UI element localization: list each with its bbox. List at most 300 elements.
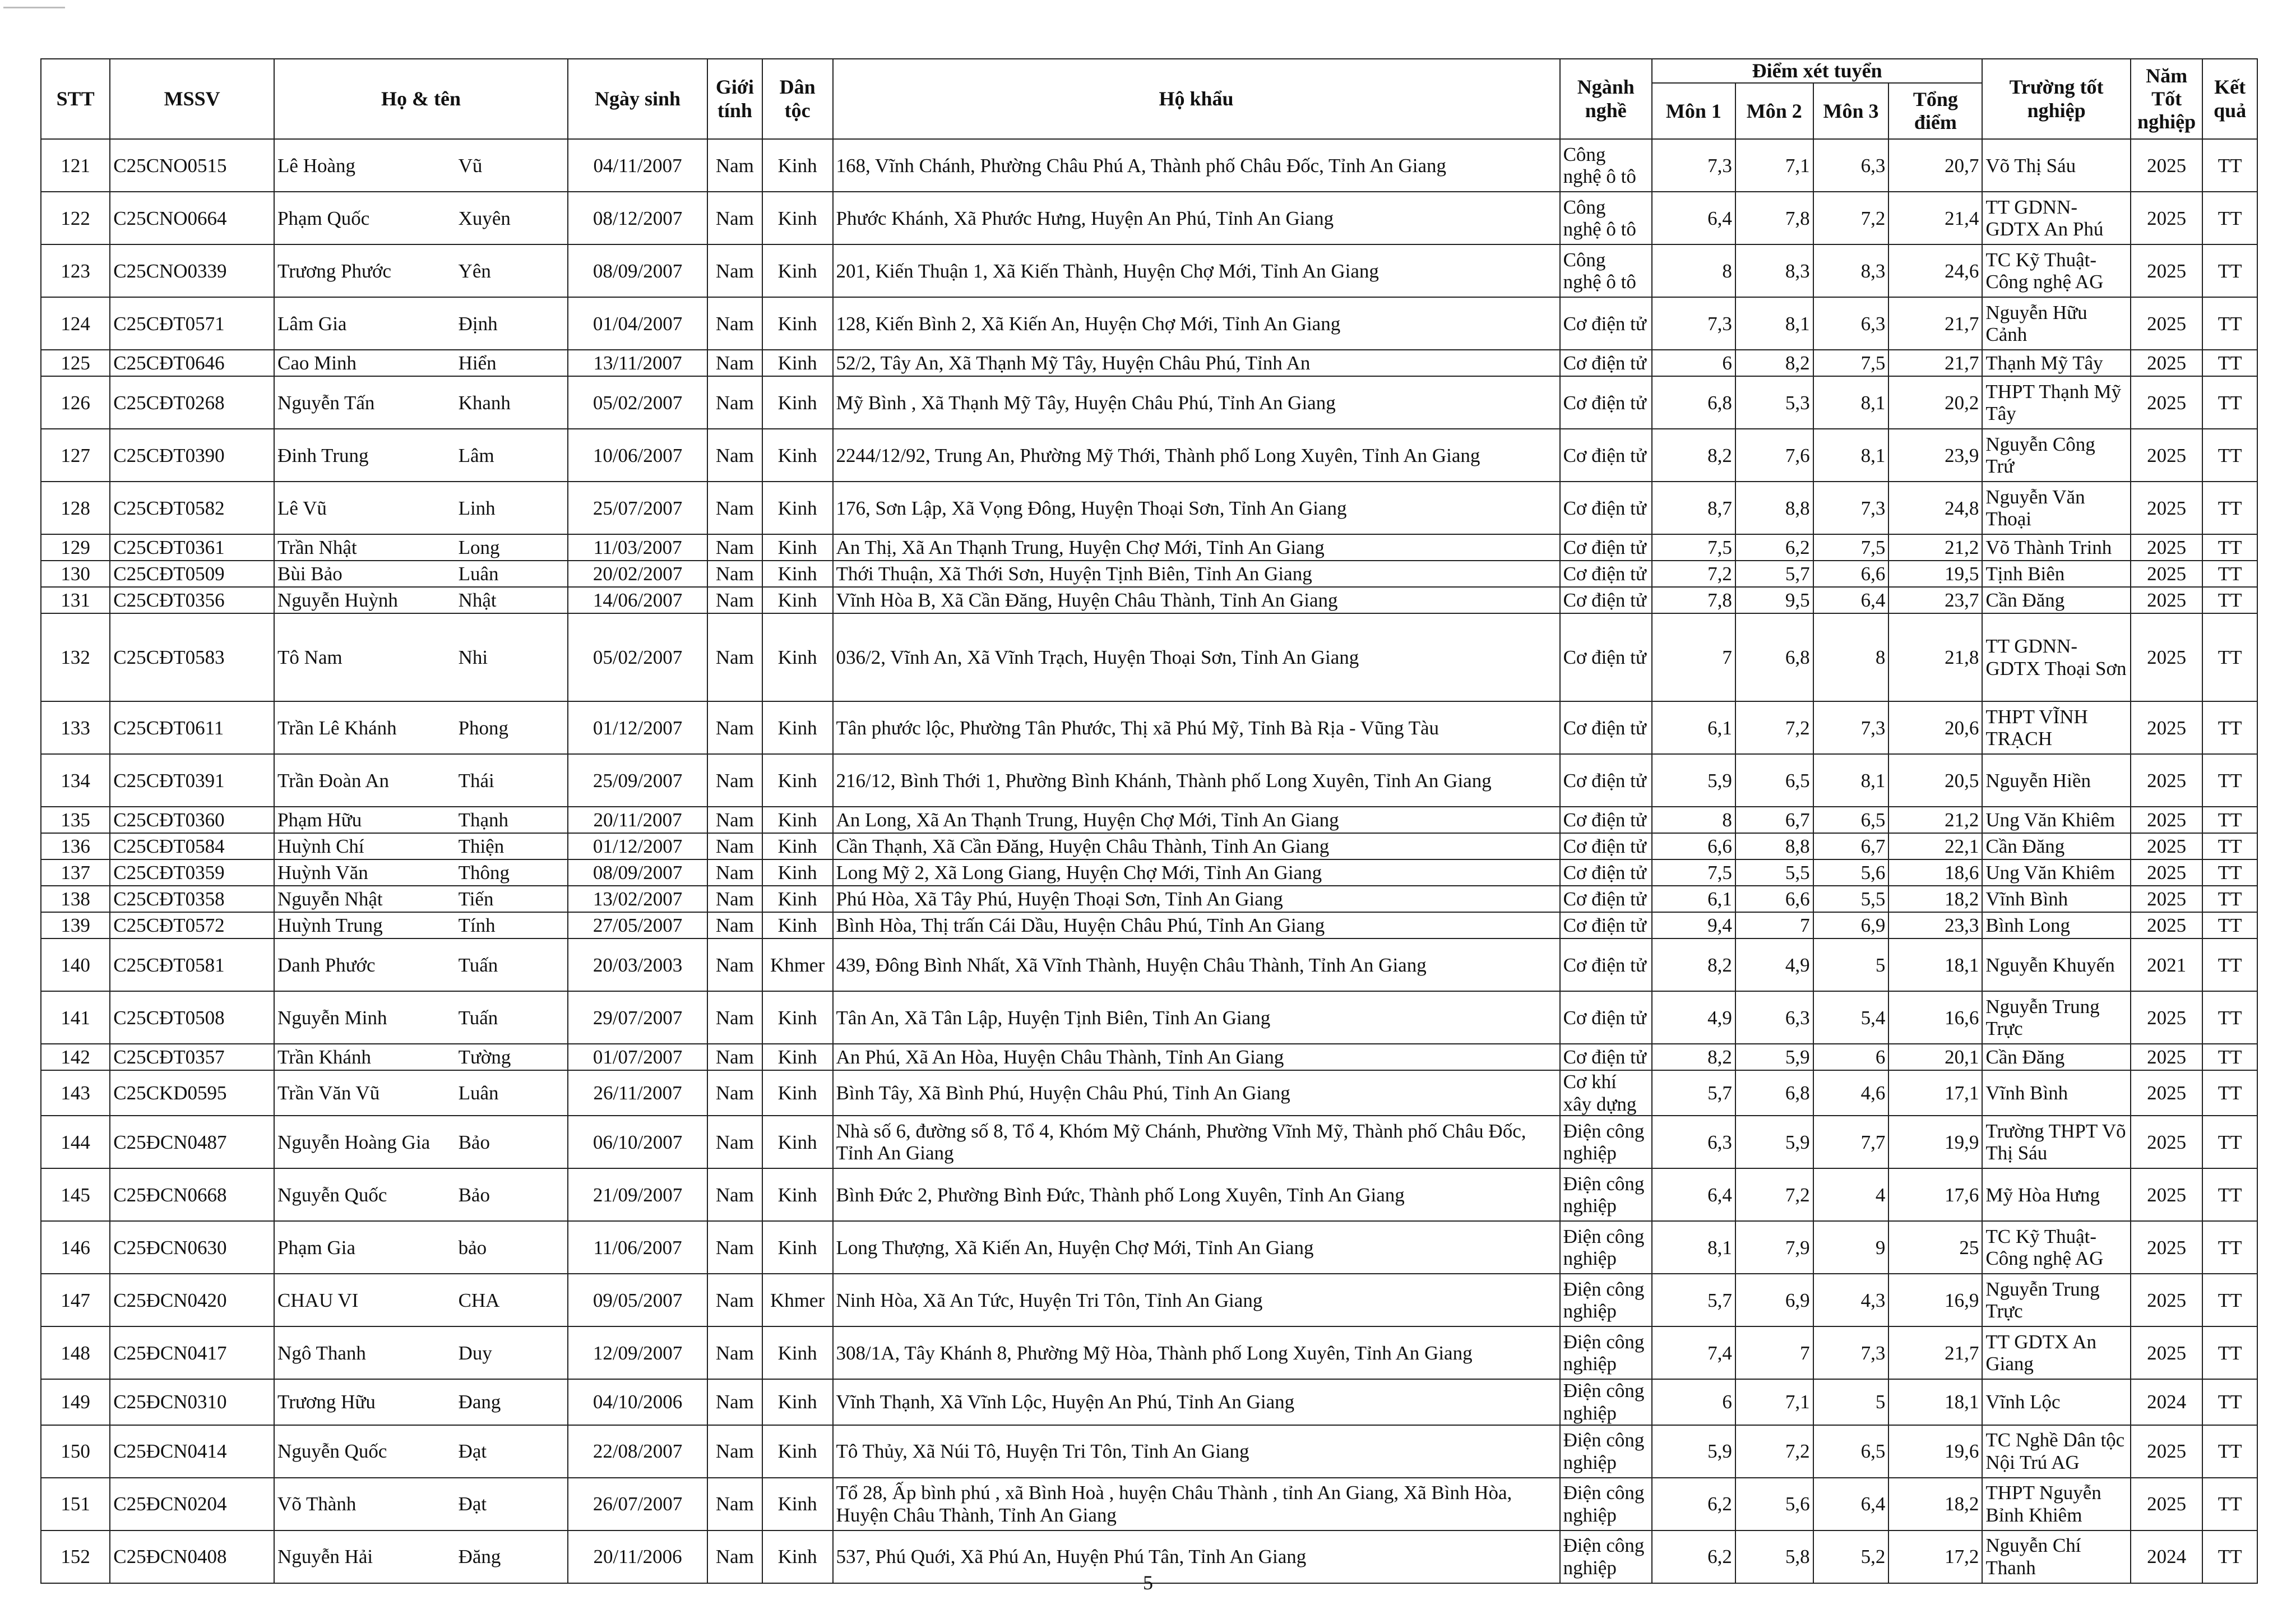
- cell-hk: Phước Khánh, Xã Phước Hưng, Huyện An Phú, Tỉnh An Giang: [833, 192, 1560, 244]
- cell-dt: Kinh: [762, 482, 833, 534]
- cell-m1: 7: [1652, 613, 1735, 701]
- cell-gt: Nam: [707, 1221, 762, 1274]
- cell-td: 20,2: [1888, 376, 1982, 429]
- cell-td: 16,9: [1888, 1274, 1982, 1326]
- cell-gt: Nam: [707, 1044, 762, 1070]
- cell-td: 19,5: [1888, 561, 1982, 587]
- table-row: [41, 1379, 2257, 1425]
- cell-ten: Tuấn: [458, 954, 498, 976]
- cell-hk: Long Mỹ 2, Xã Long Giang, Huyện Chợ Mới, Tỉnh An Giang: [833, 859, 1560, 886]
- cell-m2: 5,9: [1735, 1116, 1813, 1168]
- cell-dt: Khmer: [762, 1274, 833, 1326]
- cell-m3: 7,7: [1813, 1116, 1889, 1168]
- cell-td: 21,7: [1888, 350, 1982, 376]
- cell-td: 24,8: [1888, 482, 1982, 534]
- cell-m3: 6,3: [1813, 297, 1889, 350]
- cell-mssv: C25CNO0339: [110, 244, 274, 297]
- cell-gt: Nam: [707, 429, 762, 482]
- cell-m2: 8,1: [1735, 297, 1813, 350]
- cell-ho-dem: Nguyễn Tấn: [277, 391, 375, 414]
- cell-stt: 152: [41, 1530, 110, 1583]
- cell-m2: 8,3: [1735, 244, 1813, 297]
- cell-stt: 129: [41, 534, 110, 561]
- cell-dob: 20/03/2003: [568, 938, 707, 991]
- cell-mssv: C25ĐCN0310: [110, 1379, 274, 1425]
- cell-stt: 122: [41, 192, 110, 244]
- cell-stt: 132: [41, 613, 110, 701]
- cell-mssv: C25CĐT0584: [110, 833, 274, 859]
- cell-td: 23,9: [1888, 429, 1982, 482]
- cell-td: 16,6: [1888, 991, 1982, 1044]
- page-number: 5: [1143, 1571, 1153, 1594]
- cell-hk: Tân phước lộc, Phường Tân Phước, Thị xã Phú Mỹ, Tỉnh Bà Rịa - Vũng Tàu: [833, 701, 1560, 754]
- cell-m1: 6,6: [1652, 833, 1735, 859]
- cell-td: 21,7: [1888, 297, 1982, 350]
- cell-mssv: C25CĐT0581: [110, 938, 274, 991]
- header-ho-khau: Hộ khẩu: [833, 59, 1560, 139]
- cell-m3: 6,9: [1813, 912, 1889, 938]
- cell-ho-ten: [274, 1379, 568, 1425]
- cell-ten: bảo: [458, 1236, 487, 1259]
- table-row: [41, 192, 2257, 244]
- cell-dt: Kinh: [762, 613, 833, 701]
- cell-m1: 6,2: [1652, 1530, 1735, 1583]
- cell-gt: Nam: [707, 139, 762, 192]
- table-row: [41, 1116, 2257, 1168]
- cell-tr: Cần Đăng: [1982, 1044, 2131, 1070]
- cell-tr: Vĩnh Lộc: [1982, 1379, 2131, 1425]
- cell-m3: 6: [1813, 1044, 1889, 1070]
- table-row: [41, 1221, 2257, 1274]
- cell-ho-dem: Nguyễn Huỳnh: [277, 589, 398, 612]
- cell-kq: TT: [2202, 613, 2257, 701]
- header-nganh-nghe: Ngành nghề: [1560, 59, 1652, 139]
- cell-m1: 5,7: [1652, 1070, 1735, 1116]
- table-row: [41, 991, 2257, 1044]
- cell-m2: 6,9: [1735, 1274, 1813, 1326]
- cell-gt: Nam: [707, 1070, 762, 1116]
- cell-m1: 8,1: [1652, 1221, 1735, 1274]
- cell-kq: TT: [2202, 244, 2257, 297]
- cell-stt: 127: [41, 429, 110, 482]
- cell-dob: 05/02/2007: [568, 376, 707, 429]
- cell-tr: Ung Văn Khiêm: [1982, 807, 2131, 833]
- cell-tr: Mỹ Hòa Hưng: [1982, 1168, 2131, 1221]
- cell-td: 17,6: [1888, 1168, 1982, 1221]
- cell-dt: Kinh: [762, 1168, 833, 1221]
- cell-nam: 2025: [2131, 807, 2202, 833]
- cell-dt: Kinh: [762, 991, 833, 1044]
- cell-m2: 8,8: [1735, 833, 1813, 859]
- cell-tr: TT GDNN-GDTX An Phú: [1982, 192, 2131, 244]
- cell-dob: 26/07/2007: [568, 1478, 707, 1530]
- header-stt: STT: [41, 59, 110, 139]
- cell-nam: 2025: [2131, 297, 2202, 350]
- cell-hk: Tô Thủy, Xã Núi Tô, Huyện Tri Tôn, Tỉnh An Giang: [833, 1425, 1560, 1478]
- cell-ten: Luân: [458, 1082, 499, 1104]
- cell-hk: 216/12, Bình Thới 1, Phường Bình Khánh, Thành phố Long Xuyên, Tỉnh An Giang: [833, 754, 1560, 807]
- cell-m3: 4: [1813, 1168, 1889, 1221]
- cell-ten: Nhật: [458, 589, 497, 612]
- table-row: [41, 833, 2257, 859]
- cell-stt: 124: [41, 297, 110, 350]
- cell-nam: 2025: [2131, 1168, 2202, 1221]
- cell-m3: 4,3: [1813, 1274, 1889, 1326]
- cell-m3: 8,1: [1813, 376, 1889, 429]
- cell-m3: 8,1: [1813, 754, 1889, 807]
- cell-nam: 2025: [2131, 350, 2202, 376]
- cell-hk: 176, Sơn Lập, Xã Vọng Đông, Huyện Thoại Sơn, Tỉnh An Giang: [833, 482, 1560, 534]
- cell-hk: 52/2, Tây An, Xã Thạnh Mỹ Tây, Huyện Châu Phú, Tỉnh An: [833, 350, 1560, 376]
- cell-kq: TT: [2202, 139, 2257, 192]
- cell-ho-ten: [274, 613, 568, 701]
- cell-nn: Cơ điện tử: [1560, 859, 1652, 886]
- cell-m3: 7,5: [1813, 534, 1889, 561]
- cell-ho-ten: [274, 1168, 568, 1221]
- cell-m3: 5,4: [1813, 991, 1889, 1044]
- cell-ho-ten: [274, 754, 568, 807]
- cell-mssv: C25ĐCN0668: [110, 1168, 274, 1221]
- cell-m2: 7,2: [1735, 1425, 1813, 1478]
- cell-nam: 2025: [2131, 244, 2202, 297]
- cell-nn: Cơ điện tử: [1560, 807, 1652, 833]
- cell-gt: Nam: [707, 754, 762, 807]
- cell-td: 25: [1888, 1221, 1982, 1274]
- table-row: [41, 886, 2257, 912]
- cell-nam: 2025: [2131, 912, 2202, 938]
- cell-m2: 7: [1735, 1326, 1813, 1379]
- cell-dt: Kinh: [762, 561, 833, 587]
- cell-ho-dem: Phạm Gia: [277, 1236, 356, 1259]
- cell-dt: Kinh: [762, 139, 833, 192]
- cell-ho-ten: [274, 1221, 568, 1274]
- cell-ten: Tường: [458, 1046, 511, 1069]
- cell-nn: Điện công nghiệp: [1560, 1425, 1652, 1478]
- table-row: [41, 297, 2257, 350]
- cell-mssv: C25CĐT0268: [110, 376, 274, 429]
- cell-nam: 2025: [2131, 1116, 2202, 1168]
- cell-nam: 2025: [2131, 1478, 2202, 1530]
- cell-kq: TT: [2202, 701, 2257, 754]
- cell-dob: 20/02/2007: [568, 561, 707, 587]
- cell-tr: Nguyễn Chí Thanh: [1982, 1530, 2131, 1583]
- cell-tr: Nguyễn Hiền: [1982, 754, 2131, 807]
- cell-ho-dem: Ngô Thanh: [277, 1342, 366, 1364]
- cell-dt: Kinh: [762, 1070, 833, 1116]
- cell-ho-dem: Phạm Hữu: [277, 809, 362, 831]
- cell-kq: TT: [2202, 297, 2257, 350]
- cell-m2: 5,5: [1735, 859, 1813, 886]
- table-row: [41, 1070, 2257, 1116]
- cell-m2: 6,8: [1735, 613, 1813, 701]
- cell-m1: 6,1: [1652, 886, 1735, 912]
- cell-ten: Hiển: [458, 352, 497, 374]
- cell-stt: 140: [41, 938, 110, 991]
- cell-td: 21,4: [1888, 192, 1982, 244]
- cell-ho-ten: [274, 701, 568, 754]
- cell-kq: TT: [2202, 1478, 2257, 1530]
- cell-gt: Nam: [707, 938, 762, 991]
- cell-tr: Nguyễn Công Trứ: [1982, 429, 2131, 482]
- cell-dt: Kinh: [762, 534, 833, 561]
- cell-nam: 2025: [2131, 1070, 2202, 1116]
- cell-stt: 137: [41, 859, 110, 886]
- cell-nn: Điện công nghiệp: [1560, 1478, 1652, 1530]
- cell-dob: 22/08/2007: [568, 1425, 707, 1478]
- cell-dob: 08/09/2007: [568, 859, 707, 886]
- table-row: [41, 244, 2257, 297]
- cell-m2: 6,6: [1735, 886, 1813, 912]
- cell-m2: 6,7: [1735, 807, 1813, 833]
- table-row: [41, 1326, 2257, 1379]
- cell-ten: Long: [458, 537, 500, 559]
- cell-nn: Cơ điện tử: [1560, 534, 1652, 561]
- cell-ho-dem: Nguyễn Quốc: [277, 1440, 387, 1462]
- cell-m2: 5,8: [1735, 1530, 1813, 1583]
- cell-ho-ten: [274, 912, 568, 938]
- cell-stt: 141: [41, 991, 110, 1044]
- cell-ten: Thông: [458, 862, 510, 884]
- cell-tr: Nguyễn Hữu Cảnh: [1982, 297, 2131, 350]
- cell-tr: TC Kỹ Thuật-Công nghệ AG: [1982, 1221, 2131, 1274]
- cell-nam: 2025: [2131, 1326, 2202, 1379]
- cell-hk: Vĩnh Thạnh, Xã Vĩnh Lộc, Huyện An Phú, Tỉnh An Giang: [833, 1379, 1560, 1425]
- cell-ho-dem: Nguyễn Hải: [277, 1545, 373, 1567]
- cell-nn: Công nghệ ô tô: [1560, 192, 1652, 244]
- cell-nn: Cơ điện tử: [1560, 350, 1652, 376]
- cell-hk: Vĩnh Hòa B, Xã Cần Đăng, Huyện Châu Thành, Tỉnh An Giang: [833, 587, 1560, 613]
- cell-stt: 150: [41, 1425, 110, 1478]
- cell-hk: 439, Đông Bình Nhất, Xã Vĩnh Thành, Huyện Châu Thành, Tỉnh An Giang: [833, 938, 1560, 991]
- cell-mssv: C25CĐT0357: [110, 1044, 274, 1070]
- cell-td: 17,1: [1888, 1070, 1982, 1116]
- cell-mssv: C25CĐT0390: [110, 429, 274, 482]
- cell-nam: 2025: [2131, 1274, 2202, 1326]
- cell-mssv: C25ĐCN0408: [110, 1530, 274, 1583]
- cell-mssv: C25ĐCN0417: [110, 1326, 274, 1379]
- cell-mssv: C25CĐT0571: [110, 297, 274, 350]
- cell-dob: 09/05/2007: [568, 1274, 707, 1326]
- cell-gt: Nam: [707, 613, 762, 701]
- cell-tr: Cần Đăng: [1982, 587, 2131, 613]
- cell-gt: Nam: [707, 833, 762, 859]
- cell-ho-ten: [274, 1478, 568, 1530]
- cell-stt: 135: [41, 807, 110, 833]
- cell-m1: 6: [1652, 1379, 1735, 1425]
- table-row: [41, 1168, 2257, 1221]
- cell-dob: 06/10/2007: [568, 1116, 707, 1168]
- header-dan-toc: Dân tộc: [762, 59, 833, 139]
- cell-tr: Vĩnh Bình: [1982, 886, 2131, 912]
- cell-ten: Yên: [458, 260, 491, 282]
- cell-nn: Cơ điện tử: [1560, 701, 1652, 754]
- cell-tr: TC Nghề Dân tộc Nội Trú AG: [1982, 1425, 2131, 1478]
- cell-dob: 25/07/2007: [568, 482, 707, 534]
- cell-ten: Linh: [458, 497, 496, 519]
- cell-dob: 12/09/2007: [568, 1326, 707, 1379]
- cell-hk: Bình Tây, Xã Bình Phú, Huyện Châu Phú, Tỉnh An Giang: [833, 1070, 1560, 1116]
- cell-dt: Kinh: [762, 350, 833, 376]
- cell-mssv: C25CĐT0358: [110, 886, 274, 912]
- cell-m2: 9,5: [1735, 587, 1813, 613]
- cell-dt: Khmer: [762, 938, 833, 991]
- cell-ho-ten: [274, 991, 568, 1044]
- cell-ten: Khanh: [458, 391, 511, 414]
- cell-m3: 5: [1813, 1379, 1889, 1425]
- cell-kq: TT: [2202, 1274, 2257, 1326]
- cell-dt: Kinh: [762, 1530, 833, 1583]
- cell-tr: Vĩnh Bình: [1982, 1070, 2131, 1116]
- header-mssv: MSSV: [110, 59, 274, 139]
- cell-mssv: C25CNO0664: [110, 192, 274, 244]
- cell-m3: 4,6: [1813, 1070, 1889, 1116]
- cell-ho-dem: Nguyễn Nhật: [277, 888, 383, 910]
- cell-m1: 7,3: [1652, 139, 1735, 192]
- cell-m2: 8,8: [1735, 482, 1813, 534]
- cell-stt: 145: [41, 1168, 110, 1221]
- cell-ten: Lâm: [458, 444, 494, 466]
- cell-nam: 2025: [2131, 886, 2202, 912]
- cell-dob: 27/05/2007: [568, 912, 707, 938]
- cell-ten: Tính: [458, 914, 496, 937]
- cell-td: 22,1: [1888, 833, 1982, 859]
- cell-ho-ten: [274, 833, 568, 859]
- cell-stt: 126: [41, 376, 110, 429]
- cell-dt: Kinh: [762, 1425, 833, 1478]
- cell-nn: Cơ khí xây dựng: [1560, 1070, 1652, 1116]
- cell-nam: 2025: [2131, 754, 2202, 807]
- cell-ho-dem: Nguyễn Quốc: [277, 1183, 387, 1206]
- cell-m1: 7,5: [1652, 859, 1735, 886]
- cell-nam: 2025: [2131, 1425, 2202, 1478]
- cell-td: 18,6: [1888, 859, 1982, 886]
- table-row: [41, 1274, 2257, 1326]
- cell-gt: Nam: [707, 350, 762, 376]
- cell-dob: 20/11/2007: [568, 807, 707, 833]
- cell-gt: Nam: [707, 1379, 762, 1425]
- cell-nam: 2025: [2131, 587, 2202, 613]
- cell-stt: 130: [41, 561, 110, 587]
- cell-m3: 7,5: [1813, 350, 1889, 376]
- cell-dt: Kinh: [762, 912, 833, 938]
- header-mon-1: Môn 1: [1652, 83, 1735, 139]
- cell-nn: Cơ điện tử: [1560, 754, 1652, 807]
- cell-dob: 01/07/2007: [568, 1044, 707, 1070]
- cell-m2: 7,8: [1735, 192, 1813, 244]
- cell-gt: Nam: [707, 1116, 762, 1168]
- cell-gt: Nam: [707, 561, 762, 587]
- cell-m1: 6,4: [1652, 192, 1735, 244]
- cell-mssv: C25CĐT0508: [110, 991, 274, 1044]
- cell-hk: Ninh Hòa, Xã An Tức, Huyện Tri Tôn, Tỉnh An Giang: [833, 1274, 1560, 1326]
- cell-td: 21,8: [1888, 613, 1982, 701]
- cell-nam: 2025: [2131, 534, 2202, 561]
- cell-ho-ten: [274, 561, 568, 587]
- table-row: [41, 350, 2257, 376]
- cell-m3: 5: [1813, 938, 1889, 991]
- cell-td: 18,1: [1888, 1379, 1982, 1425]
- cell-kq: TT: [2202, 886, 2257, 912]
- cell-ho-ten: [274, 534, 568, 561]
- table-header: [41, 59, 2257, 139]
- cell-kq: TT: [2202, 754, 2257, 807]
- cell-gt: Nam: [707, 1326, 762, 1379]
- cell-ho-dem: Huỳnh Chí: [277, 835, 364, 858]
- cell-m3: 8: [1813, 613, 1889, 701]
- cell-dt: Kinh: [762, 701, 833, 754]
- cell-mssv: C25CĐT0646: [110, 350, 274, 376]
- cell-td: 19,6: [1888, 1425, 1982, 1478]
- cell-dob: 08/09/2007: [568, 244, 707, 297]
- cell-stt: 133: [41, 701, 110, 754]
- cell-m2: 7,1: [1735, 1379, 1813, 1425]
- cell-ho-dem: Trần Khánh: [277, 1046, 371, 1069]
- cell-nn: Điện công nghiệp: [1560, 1379, 1652, 1425]
- cell-td: 18,1: [1888, 938, 1982, 991]
- cell-kq: TT: [2202, 1379, 2257, 1425]
- cell-m2: 6,3: [1735, 991, 1813, 1044]
- cell-m3: 8,1: [1813, 429, 1889, 482]
- cell-ten: Đang: [458, 1391, 501, 1413]
- cell-tr: Cần Đăng: [1982, 833, 2131, 859]
- cell-dob: 20/11/2006: [568, 1530, 707, 1583]
- cell-kq: TT: [2202, 938, 2257, 991]
- cell-stt: 149: [41, 1379, 110, 1425]
- cell-gt: Nam: [707, 701, 762, 754]
- cell-kq: TT: [2202, 1116, 2257, 1168]
- cell-tr: Nguyễn Trung Trực: [1982, 991, 2131, 1044]
- cell-m3: 5,2: [1813, 1530, 1889, 1583]
- cell-ho-dem: Cao Minh: [277, 352, 357, 374]
- cell-m3: 6,5: [1813, 807, 1889, 833]
- cell-nn: Cơ điện tử: [1560, 938, 1652, 991]
- cell-mssv: C25ĐCN0420: [110, 1274, 274, 1326]
- cell-gt: Nam: [707, 1425, 762, 1478]
- cell-ho-dem: Võ Thành: [277, 1492, 357, 1515]
- header-mon-3: Môn 3: [1813, 83, 1889, 139]
- cell-m3: 6,4: [1813, 1478, 1889, 1530]
- cell-dt: Kinh: [762, 1221, 833, 1274]
- cell-stt: 151: [41, 1478, 110, 1530]
- cell-stt: 142: [41, 1044, 110, 1070]
- cell-hk: Bình Hòa, Thị trấn Cái Dầu, Huyện Châu Phú, Tỉnh An Giang: [833, 912, 1560, 938]
- cell-nam: 2025: [2131, 139, 2202, 192]
- cell-hk: 168, Vĩnh Chánh, Phường Châu Phú A, Thành phố Châu Đốc, Tỉnh An Giang: [833, 139, 1560, 192]
- cell-ho-dem: Trương Hữu: [277, 1391, 376, 1413]
- cell-m2: 5,3: [1735, 376, 1813, 429]
- cell-nn: Cơ điện tử: [1560, 482, 1652, 534]
- header-mon-2: Môn 2: [1735, 83, 1813, 139]
- cell-dob: 01/12/2007: [568, 701, 707, 754]
- cell-nn: Cơ điện tử: [1560, 613, 1652, 701]
- cell-ten: Đạt: [458, 1440, 487, 1462]
- cell-nam: 2025: [2131, 991, 2202, 1044]
- cell-ho-ten: [274, 139, 568, 192]
- cell-stt: 134: [41, 754, 110, 807]
- header-ngay-sinh: Ngày sinh: [568, 59, 707, 139]
- cell-nam: 2025: [2131, 859, 2202, 886]
- cell-mssv: C25CKD0595: [110, 1070, 274, 1116]
- cell-nam: 2025: [2131, 1044, 2202, 1070]
- cell-m1: 6,2: [1652, 1478, 1735, 1530]
- cell-m2: 7,6: [1735, 429, 1813, 482]
- cell-dob: 13/11/2007: [568, 350, 707, 376]
- table-row: [41, 587, 2257, 613]
- cell-stt: 138: [41, 886, 110, 912]
- cell-ten: Xuyên: [458, 207, 511, 229]
- cell-ho-ten: [274, 429, 568, 482]
- cell-m1: 8: [1652, 807, 1735, 833]
